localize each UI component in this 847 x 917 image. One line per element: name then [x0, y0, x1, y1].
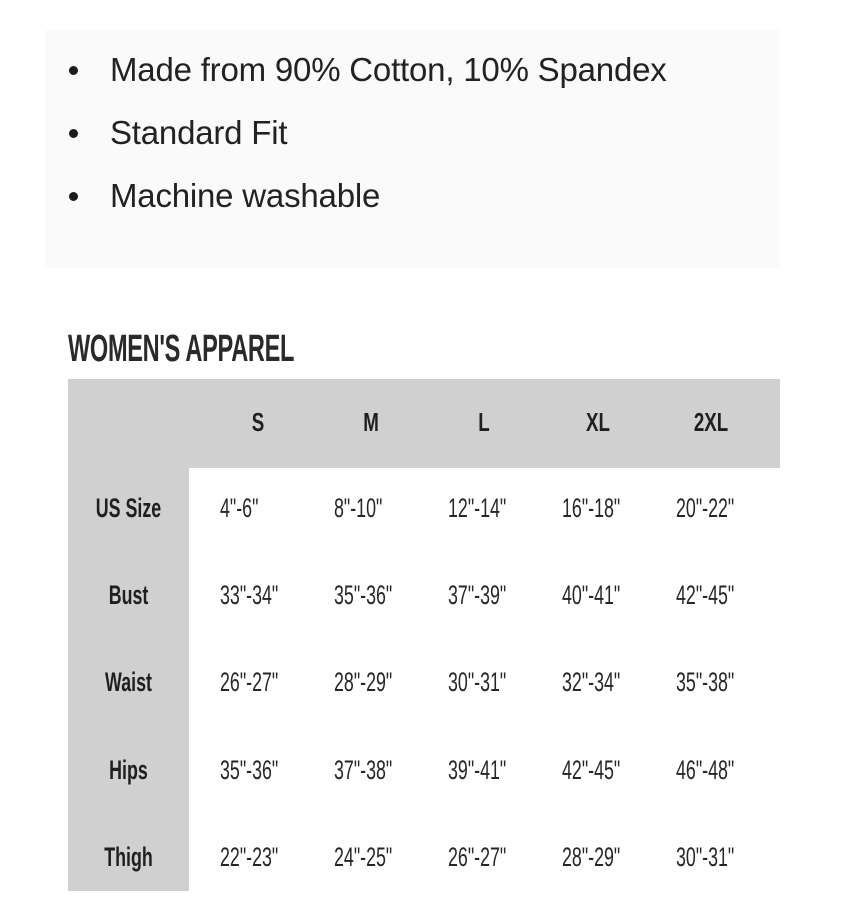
measurement-value-cell: 20"-22" [676, 493, 735, 523]
measurement-value-cell: 26"-27" [448, 842, 507, 872]
measurement-value-cell: 22"-23" [220, 842, 279, 872]
measurement-value-cell: 24"-25" [334, 842, 393, 872]
measurement-value-cell: 37"-38" [334, 755, 393, 785]
measurement-row-label: Thigh [104, 842, 153, 872]
feature-text: Machine washable [110, 177, 381, 214]
feature-text: Standard Fit [110, 114, 288, 151]
size-column-header: M [363, 407, 379, 437]
measurement-value-cell: 33"-34" [220, 580, 279, 610]
measurement-value-cell: 35"-36" [220, 755, 279, 785]
measurement-value-cell: 32"-34" [562, 667, 621, 697]
table-header-band [68, 379, 780, 468]
measurement-value-cell: 42"-45" [676, 580, 735, 610]
measurement-value-cell: 26"-27" [220, 667, 279, 697]
size-column-header: 2XL [693, 407, 729, 437]
measurement-row-label: US Size [95, 493, 162, 523]
size-chart-table [68, 379, 780, 891]
measurement-value-cell: 30"-31" [448, 667, 507, 697]
feature-text: Made from 90% Cotton, 10% Spandex [110, 51, 667, 88]
measurement-value-cell: 37"-39" [448, 580, 507, 610]
measurement-row-label: Hips [109, 755, 148, 785]
measurement-value-cell: 39"-41" [448, 755, 507, 785]
measurement-value-cell: 12"-14" [448, 493, 507, 523]
size-chart-title: WOMEN'S APPAREL [68, 328, 295, 370]
product-features-panel [45, 30, 780, 268]
measurement-value-cell: 8"-10" [334, 493, 383, 523]
measurement-value-cell: 16"-18" [562, 493, 621, 523]
measurement-value-cell: 40"-41" [562, 580, 621, 610]
measurement-value-cell: 46"-48" [676, 755, 735, 785]
measurement-value-cell: 30"-31" [676, 842, 735, 872]
size-column-header: L [478, 407, 490, 437]
size-column-header: S [251, 407, 265, 437]
measurement-value-cell: 4"-6" [220, 493, 259, 523]
bullet-icon [69, 192, 78, 201]
measurement-row-label: Waist [105, 667, 152, 697]
size-column-header: XL [586, 407, 610, 437]
measurement-value-cell: 42"-45" [562, 755, 621, 785]
bullet-icon [69, 66, 78, 75]
bullet-icon [69, 129, 78, 138]
measurement-row-label: Bust [108, 580, 149, 610]
measurement-value-cell: 28"-29" [562, 842, 621, 872]
measurement-value-cell: 28"-29" [334, 667, 393, 697]
measurement-value-cell: 35"-36" [334, 580, 393, 610]
measurement-value-cell: 35"-38" [676, 667, 735, 697]
